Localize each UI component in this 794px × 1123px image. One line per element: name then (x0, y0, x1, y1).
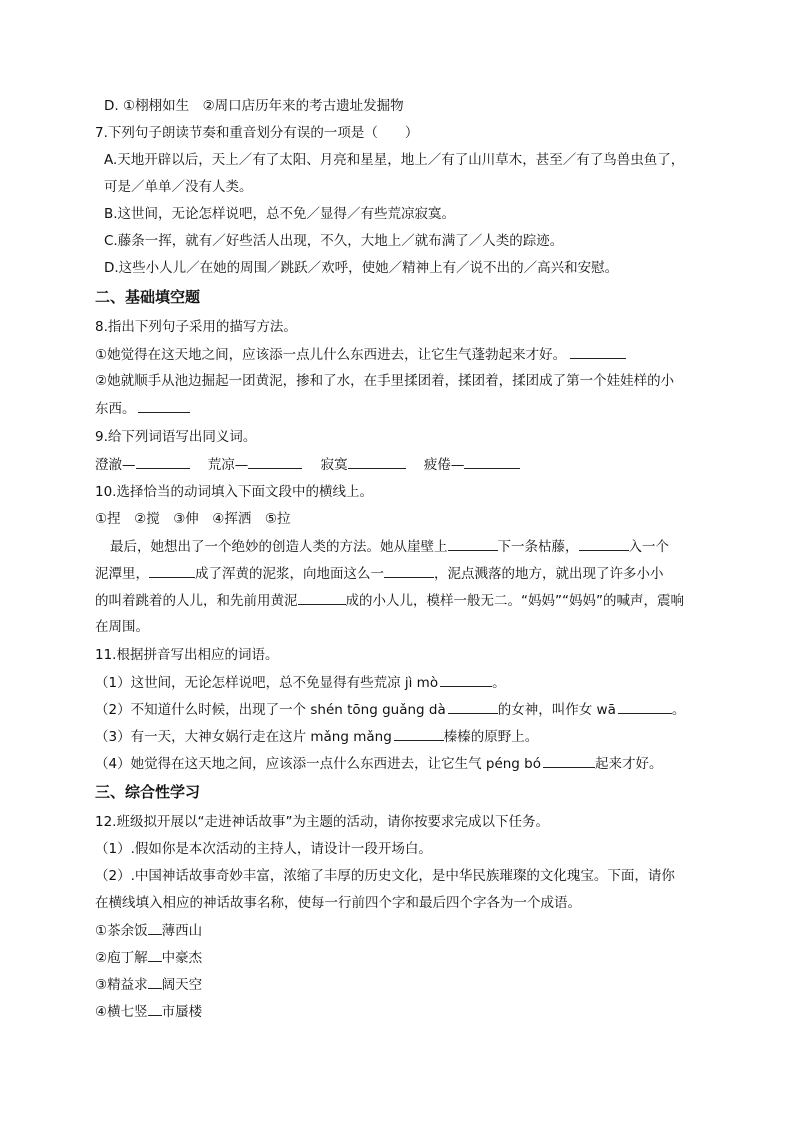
answer-blank[interactable] (149, 563, 195, 578)
q8-item-2-cont: 东西。 (95, 398, 190, 419)
q7-option-a: A.天地开辟以后，天上／有了太阳、月亮和星星，地上／有了山川草木，甚至／有了鸟兽虫鱼了， (104, 152, 685, 168)
q11-item-3: （3）有一天，大神女娲行走在这片 mǎng mǎng 榛榛的原野上。 (95, 726, 538, 747)
q12-stem: 12.班级拟开展以“走进神话故事”为主题的活动，请你按要求完成以下任务。 (95, 814, 549, 830)
q9-stem: 9.给下列词语写出同义词。 (95, 429, 257, 445)
q11-item-1: （1）这世间，无论怎样说吧，总不免显得有些荒凉 jì mò 。 (95, 672, 506, 693)
answer-blank[interactable] (448, 536, 498, 551)
q11-item-2: （2）不知道什么时候，出现了一个 shén tōng guǎng dà 的女神，叫作女 wā 。 (95, 699, 685, 720)
q12-idiom-3: ③精益求 阔天空 (95, 974, 202, 995)
q11-stem: 11.根据拼音写出相应的词语。 (95, 647, 279, 663)
answer-blank[interactable] (579, 536, 629, 551)
answer-blank[interactable] (543, 753, 595, 768)
answer-blank[interactable] (394, 726, 444, 741)
q12-task-2: （2）.中国神话故事奇妙丰富，浓缩了丰厚的历史文化，是中华民族璀璨的文化瑰宝。下面，请你 (95, 868, 675, 884)
section-heading-comprehensive: 三、综合性学习 (95, 783, 201, 801)
answer-blank[interactable] (464, 454, 520, 469)
q12-idiom-1: ①茶余饭 薄西山 (95, 920, 202, 941)
answer-blank[interactable] (136, 454, 190, 469)
q10-passage-line-4: 在周围。 (95, 619, 149, 635)
answer-blank[interactable] (298, 590, 346, 605)
q9-words: 澄澈— 荒凉— 寂寞 疲倦— (95, 454, 520, 475)
answer-blank[interactable] (570, 344, 626, 359)
answer-blank[interactable] (384, 563, 434, 578)
q10-options: ①捏 ②搅 ③伸 ④挥洒 ⑤拉 (95, 511, 291, 527)
section-heading-basic-fill: 二、基础填空题 (95, 288, 201, 306)
answer-blank[interactable] (148, 920, 162, 935)
q7-option-c: C.藤条一挥，就有／好些活人出现，不久，大地上／就布满了／人类的踪迹。 (104, 233, 564, 249)
q11-item-4: （4）她觉得在这天地之间，应该添一点什么东西进去，让它生气 péng bó 起来才好。 (95, 753, 663, 774)
q7-stem: 7.下列句子朗读节奏和重音划分有误的一项是（ ） (95, 125, 419, 141)
answer-blank[interactable] (248, 454, 302, 469)
q12-idiom-2: ②庖丁解 中豪杰 (95, 947, 202, 968)
answer-blank[interactable] (618, 699, 672, 714)
q7-option-b: B.这世间，无论怎样说吧，总不免／显得／有些荒凉寂寞。 (104, 206, 456, 222)
q6-option-d: D. ①栩栩如生 ②周口店历年来的考古遗址发掘物 (104, 98, 404, 114)
q12-task-1: （1）.假如你是本次活动的主持人，请设计一段开场白。 (95, 841, 432, 857)
answer-blank[interactable] (448, 699, 498, 714)
q10-passage-line-2: 泥潭里， 成了浑黄的泥浆，向地面这么一 ，泥点溅落的地方，就出现了许多小小 (95, 563, 664, 584)
q8-item-1: ①她觉得在这天地之间，应该添一点儿什么东西进去，让它生气蓬勃起来才好。 (95, 344, 626, 365)
q10-stem: 10.选择恰当的动词填入下面文段中的横线上。 (95, 484, 373, 500)
q7-option-d: D.这些小人儿／在她的周围／跳跃／欢呼，使她／精神上有／说不出的／高兴和安慰。 (104, 260, 619, 276)
answer-blank[interactable] (348, 454, 406, 469)
q10-passage-line-3: 的叫着跳着的人儿，和先前用黄泥 成的小人儿，模样一般无二。“妈妈”“妈妈”的喊声，震响 (95, 590, 684, 611)
q7-option-a-cont: 可是／单单／没有人类。 (104, 179, 253, 195)
q10-passage-line-1: 最后，她想出了一个绝妙的创造人类的方法。她从崖壁上 下一条枯藤， 入一个 (110, 536, 669, 557)
answer-blank[interactable] (440, 672, 492, 687)
answer-blank[interactable] (148, 947, 162, 962)
q12-task-2-cont: 在横线填入相应的神话故事名称，使每一行前四个字和最后四个字各为一个成语。 (95, 895, 581, 911)
q8-stem: 8.指出下列句子采用的描写方法。 (95, 319, 297, 335)
q8-item-2: ②她就顺手从池边掘起一团黄泥，掺和了水，在手里揉团着，揉团着，揉团成了第一个娃娃样的小 (95, 373, 675, 389)
q12-idiom-4: ④横七竖 市蜃楼 (95, 1001, 202, 1022)
answer-blank[interactable] (148, 974, 162, 989)
answer-blank[interactable] (148, 1001, 162, 1016)
answer-blank[interactable] (138, 398, 190, 413)
